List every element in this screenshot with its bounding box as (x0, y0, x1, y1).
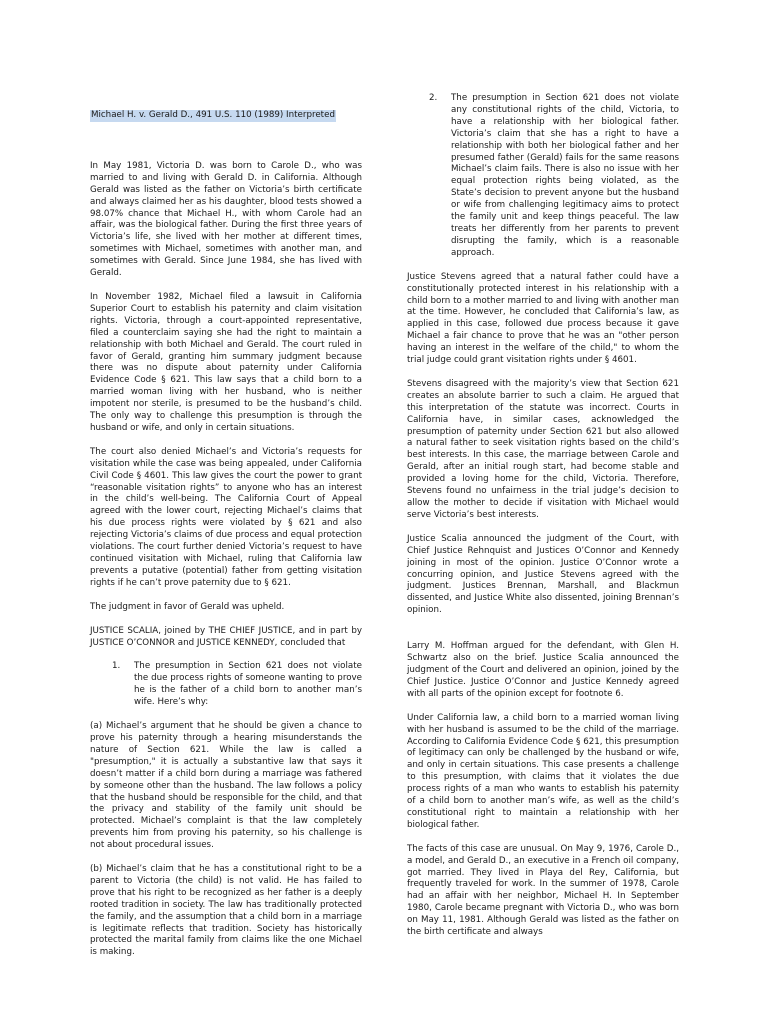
numbered-item-1 (90, 661, 362, 709)
paragraph-a: (a) Michael’s argument that he should be given a chance to prove his paternity through a hearing misunderstands the nature of Section 621. While the law is called a "presumption," it is actually a substantive law that says it doesn’t matter if a child born during a marriage was fathered by someone other than the husband. The law follows a policy that the husband should be responsible for the child, and that the privacy and stability of the family unit should be protected. Michael’s complaint is that the law completely prevents him from proving his paternity, so his challenge is not about procedural issues. (90, 721, 362, 851)
paragraph-counsel: Larry M. Hoffman argued for the defendant, with Glen H. Schwartz also on the brief. Justice Scalia announced the judgment of the Court and delivered an opinion, joined by the Chief Justice. Justice O’Connor and Justice Kennedy agreed with all parts of the opinion except for footnote 6. (407, 641, 679, 699)
paragraph-stevens-agree: Justice Stevens agreed that a natural father could have a constitutionally protected interest in his relationship with a child born to a mother married to and living with another man at the time. However, he concluded that California’s law, as applied in this case, followed due process because it gave Michael a fair chance to prove that he was an "other person having an interest in the welfare of the child," to whom the trial judge could grant visitation rights under § 4601. (407, 271, 679, 366)
paragraph-scalia-intro: JUSTICE SCALIA, joined by THE CHIEF JUSTICE, and in part by JUSTICE O’CONNOR and JUSTICE KENNEDY, concluded that (90, 625, 362, 648)
item-number: 2. (429, 93, 438, 103)
paragraph-stevens-disagree: Stevens disagreed with the majority’s view that Section 621 creates an absolute barrier to such a claim. He argued that this interpretation of the statute was incorrect. Courts in California have, in similar cases, acknowledged the presumption of paternity under Section 621 but also allowed a natural father to seek visitation rights based on the child’s best interests. In this case, the marriage between Carole and Gerald, after an initial rough start, had become stable and provided a loving home for the child, Victoria. Therefore, Stevens found no unfairness in the trial judge’s decision to allow the mother to decide if visitation with Michael would serve Victoria’s best interests. (407, 378, 679, 520)
paragraph-lawsuit: In November 1982, Michael filed a lawsuit in California Superior Court to establish his paternity and claim visitation rights. Victoria, through a court-appointed representative, filed a counterclaim saying she had the right to maintain a relationship with both Michael and Gerald. The court ruled in favor of Gerald, granting him summary judgment because there was no dispute about paternity under California Evidence Code § 621. This law says that a child born to a married woman living with her husband, who is neither impotent nor sterile, is presumed to be the husband’s child. The only way to challenge this presumption is through the husband or wife, and only in certain situations. (90, 291, 362, 433)
document-title: Michael H. v. Gerald D., 491 U.S. 110 (1989) Interpreted (91, 110, 335, 120)
right-column (407, 93, 679, 939)
paragraph-judgment: The judgment in favor of Gerald was upheld. (90, 601, 285, 612)
item-text: The presumption in Section 621 does not violate the due process rights of someone wanting to prove he is the father of a child born to another man’s wife. Here’s why: (134, 661, 362, 708)
item-number: 1. (112, 661, 121, 672)
left-column (90, 110, 362, 959)
paragraph-facts: The facts of this case are unusual. On May 9, 1976, Carole D., a model, and Gerald D., an executive in a French oil company, got married. They lived in Playa del Rey, California, but frequently traveled for work. In the summer of 1978, Carole had an affair with her neighbor, Michael H. In September 1980, Carole became pregnant with Victoria D., who was born on May 11, 1981. Although Gerald was listed as the father on the birth certificate and always (407, 843, 679, 938)
numbered-item-2 (407, 93, 679, 260)
paragraph-visitation: The court also denied Michael’s and Victoria’s requests for visitation while the case was being appealed, under California Civil Code § 4601. This law gives the court the power to grant “reasonable visitation rights” to anyone who has an interest in the child’s well-being. The California Court of Appeal agreed with the lower court, rejecting Michael’s claims that his due process rights were violated by § 621 and also rejecting Victoria’s claims of due process and equal protection violations. The court further denied Victoria’s request to have continued visitation with Michael, ruling that California law prevents a putative (potential) father from getting visitation rights if he can’t prove paternity due to § 621. (90, 446, 362, 588)
paragraph-california-law: Under California law, a child born to a married woman living with her husband is assumed to be the child of the marriage. According to California Evidence Code § 621, this presumption of legitimacy can only be challenged by the husband or wife, and only in certain situations. This case presents a challenge to this presumption, with claims that it violates the due process rights of a man who wants to establish his paternity of a child born to another man’s wife, as well as the child’s constitutional right to maintain a relationship with her biological father. (407, 712, 679, 830)
item-text: The presumption in Section 621 does not violate any constitutional rights of the child, Victoria, to have a relationship with her biological father. Victoria’s claim that she has a right to have a relationship with both her biological father and her presumed father (Gerald) fails for the same reasons Michael’s claim fails. There is also no issue with her equal protection rights being violated, as the State’s decision to prevent anyone but the husband or wife from challenging legitimacy aims to protect the family unit and keep things peaceful. The law treats her differently from her parents to prevent disrupting the family, which is a reasonable approach. (451, 93, 679, 258)
paragraph-background: In May 1981, Victoria D. was born to Carole D., who was married to and living with Gerald D. in California. Although Gerald was listed as the father on Victoria’s birth certificate and always claimed her as his daughter, blood tests showed a 98.07% chance that Michael H., with whom Carole had an affair, was the biological father. During the first three years of Victoria’s life, she lived with her mother at different times, sometimes with Michael, sometimes with another man, and sometimes with Gerald. Since June 1984, she has lived with Gerald. (90, 160, 362, 279)
paragraph-court-judgment: Justice Scalia announced the judgment of the Court, with Chief Justice Rehnquist and Justices O’Connor and Kennedy joining in most of the opinion. Justice O’Connor wrote a concurring opinion, and Justice Stevens agreed with the judgment. Justices Brennan, Marshall, and Blackmun dissented, and Justice White also dissented, joining Brennan’s opinion. (407, 533, 679, 616)
paragraph-b: (b) Michael’s claim that he has a constitutional right to be a parent to Victoria (the child) is not valid. He has failed to prove that his right to be recognized as her father is a deeply rooted tradition in society. The law has traditionally protected the family, and the assumption that a child born in a marriage is legitimate reflects that tradition. Society has historically protected the marital family from claims like the one Michael is making. (90, 864, 362, 958)
